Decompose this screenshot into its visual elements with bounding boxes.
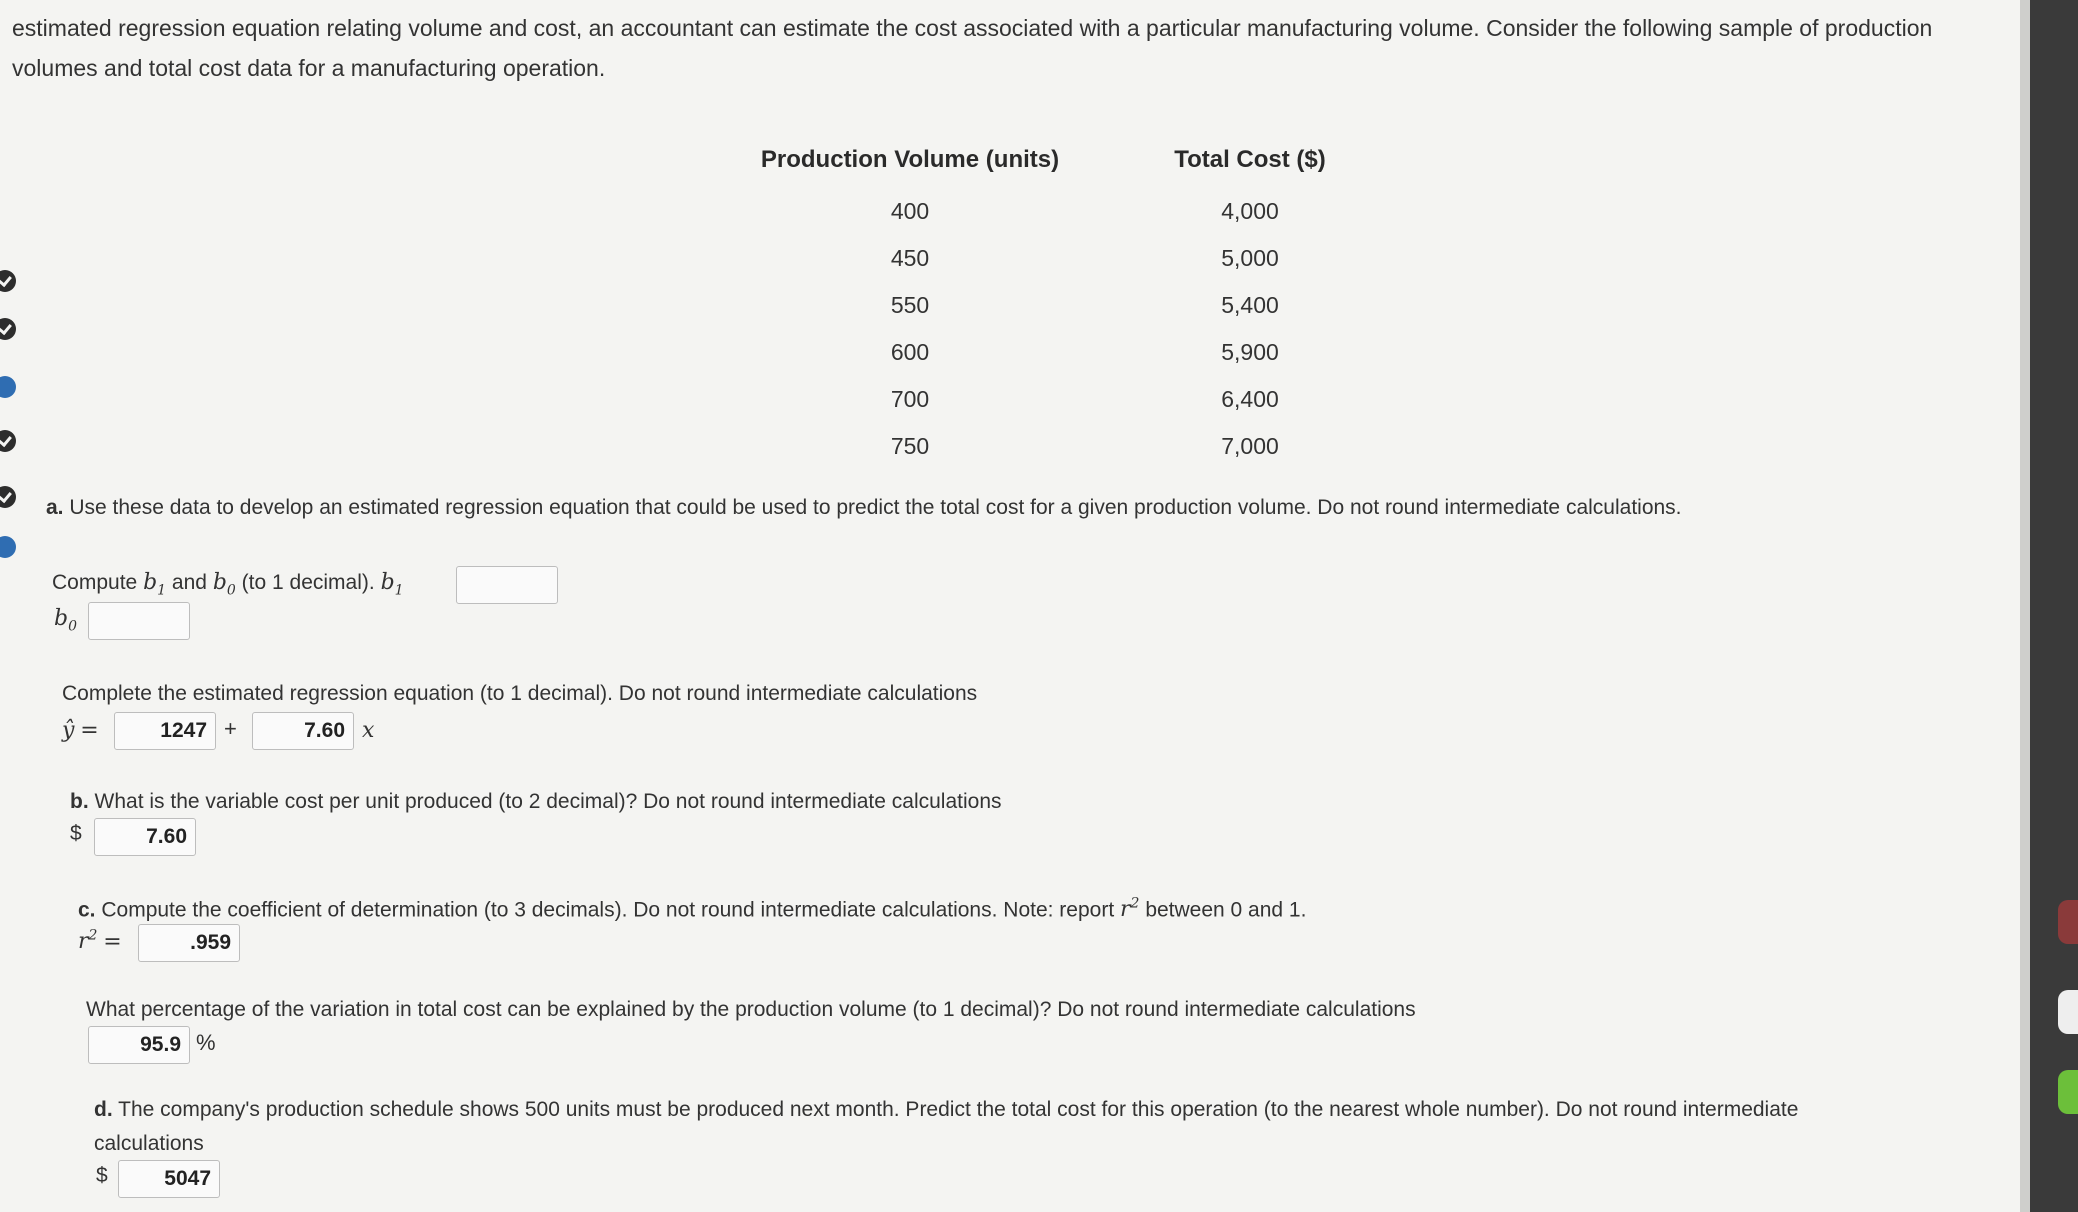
currency-symbol: $ — [70, 822, 82, 845]
part-d-text-continued: calculations — [94, 1132, 204, 1155]
percent-symbol: % — [196, 1030, 216, 1055]
side-tab-marker[interactable] — [2058, 900, 2078, 944]
cost-cell: 5,400 — [1221, 292, 1279, 318]
cost-cell: 5,000 — [1221, 245, 1279, 271]
percentage-prompt: What percentage of the variation in total cost can be explained by the production volume (to 1 decimal)? Do not round intermediate calculations — [86, 998, 1416, 1021]
part-b-label: b. — [70, 790, 89, 813]
side-tab-marker[interactable] — [2058, 1070, 2078, 1114]
table-row — [740, 282, 1420, 329]
b0-input[interactable] — [88, 602, 190, 640]
part-d-label: d. — [94, 1098, 113, 1121]
status-complete-icon[interactable] — [0, 318, 16, 340]
status-complete-icon[interactable] — [0, 486, 16, 508]
part-d-prompt — [94, 1098, 1798, 1122]
b0-label: $b_0$ — [54, 606, 78, 635]
part-a-prompt — [46, 496, 1682, 520]
b1-input[interactable] — [456, 566, 558, 604]
table-row — [740, 188, 1420, 235]
table-row — [740, 329, 1420, 376]
intercept-input[interactable]: 1247 — [114, 712, 216, 750]
status-current-icon[interactable] — [0, 536, 16, 558]
volume-cell: 400 — [890, 198, 930, 224]
table-row — [740, 376, 1420, 423]
part-b-prompt — [70, 790, 1002, 814]
total-cost-input[interactable]: 5047 — [118, 1160, 220, 1198]
volume-cell: 450 — [890, 245, 930, 271]
part-b-text: What is the variable cost per unit produced (to 2 decimal)? Do not round intermediate calculations — [94, 790, 1002, 813]
cost-cell: 6,400 — [1221, 386, 1279, 412]
side-tab-marker[interactable] — [2058, 990, 2078, 1034]
plus-sign: + — [224, 716, 237, 741]
cost-cell: 5,900 — [1221, 339, 1279, 365]
column-header: Total Cost ($) — [1174, 146, 1326, 173]
equation-prompt: Complete the estimated regression equation (to 1 decimal). Do not round intermediate calculations — [62, 682, 978, 705]
part-c-label: c. — [78, 898, 96, 922]
part-c-prompt: c. Compute the coefficient of determination (to 3 decimals). Do not round intermediate calculations. Note: report $r^2$ between 0 and 1. — [78, 896, 1307, 923]
x-variable: x — [362, 718, 375, 743]
cost-cell: 7,000 — [1221, 433, 1279, 459]
volume-cell: 700 — [890, 386, 930, 412]
status-current-icon[interactable] — [0, 376, 16, 398]
currency-symbol: $ — [96, 1164, 108, 1187]
y-hat-label: ŷ = — [62, 718, 99, 743]
data-table — [740, 146, 1420, 470]
percentage-input[interactable]: 95.9 — [88, 1026, 190, 1064]
volume-cell: 550 — [890, 292, 930, 318]
status-complete-icon[interactable] — [0, 430, 16, 452]
compute-prompt: Compute $b_1$ and $b_0$ (to 1 decimal). $b_1$ — [52, 570, 404, 599]
part-a-label: a. — [46, 496, 64, 519]
part-c-text: Compute the coefficient of determination (to 3 decimals). Do not round intermediate calculations. Note: report — [101, 898, 1115, 922]
table-row — [740, 235, 1420, 282]
r2-label: $r^2$ = — [78, 928, 122, 955]
slope-input[interactable]: 7.60 — [252, 712, 354, 750]
table-row — [740, 423, 1420, 470]
part-d-text: The company's production schedule shows 500 units must be produced next month. Predict the total cost for this operation (to the nearest whole number). Do not round intermediate — [118, 1098, 1799, 1121]
problem-intro: estimated regression equation relating volume and cost, an accountant can estimate the cost associated with a particular manufacturing volume. Consider the following sample of production volumes and total cost data for a manufacturing operation. — [12, 15, 1933, 81]
volume-cell: 750 — [890, 433, 930, 459]
part-a-text: Use these data to develop an estimated regression equation that could be used to predict the total cost for a given production volume. Do not round intermediate calculations. — [69, 496, 1682, 519]
r2-input[interactable]: .959 — [138, 924, 240, 962]
variable-cost-input[interactable]: 7.60 — [94, 818, 196, 856]
status-complete-icon[interactable] — [0, 270, 16, 292]
cost-cell: 4,000 — [1221, 198, 1279, 224]
column-header: Production Volume (units) — [760, 146, 1060, 173]
volume-cell: 600 — [890, 339, 930, 365]
